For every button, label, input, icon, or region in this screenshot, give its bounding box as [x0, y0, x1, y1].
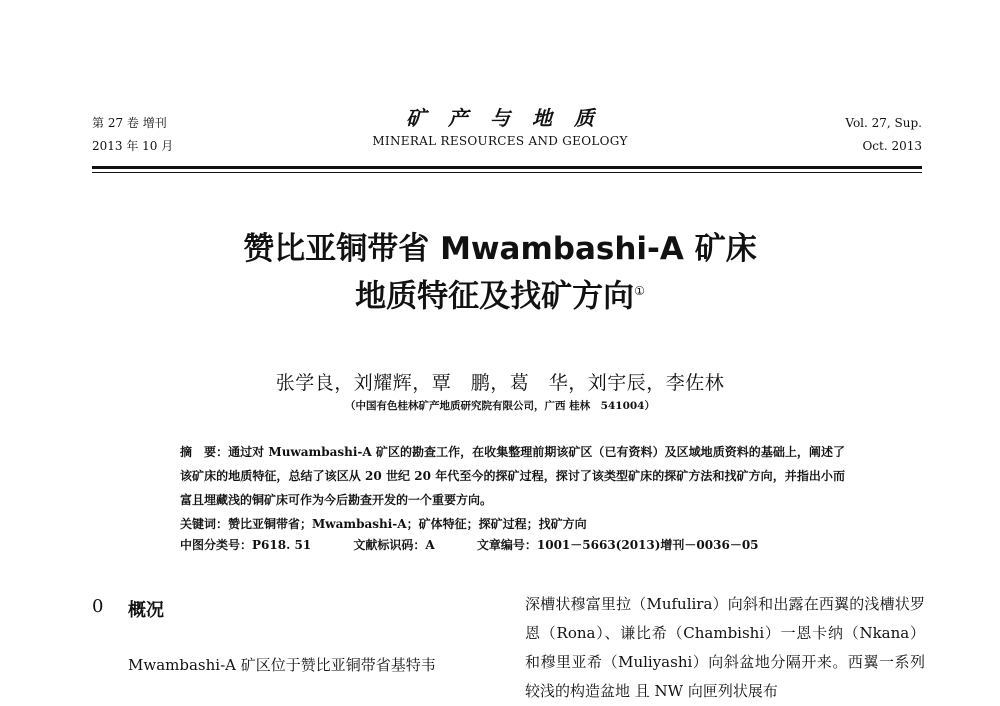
doc-code-label: 文献标识码：: [353, 538, 426, 552]
article-title: [0, 228, 1000, 317]
volume-cn: 第 27 卷 增刊: [92, 116, 167, 130]
footnote-mark: ①: [634, 284, 645, 298]
document-code: [353, 538, 434, 552]
body-left-column: Mwambashi-A 矿区位于赞比亚铜带省基特韦: [128, 656, 436, 674]
title-line-1: 赞比亚铜带省 Mwambashi-A 矿床: [243, 231, 757, 267]
journal-name-en: MINERAL RESOURCES AND GEOLOGY: [372, 134, 628, 148]
title-line-2-text: 地质特征及找矿方向: [355, 278, 635, 315]
header-right: [845, 112, 922, 158]
abstract-label: 摘 要：: [180, 445, 229, 459]
body-right-column: [525, 590, 925, 706]
classification-line: [180, 536, 759, 553]
abstract-block: [180, 440, 845, 536]
section-number: 0: [92, 596, 104, 617]
keywords-text: 赞比亚铜带省；Mwambashi-A；矿体特征；探矿过程；找矿方向: [228, 517, 587, 531]
doc-code-value: A: [425, 538, 435, 552]
header-rule-thick: [92, 166, 922, 169]
keywords-label: 关键词：: [180, 517, 229, 531]
article-number: [477, 538, 759, 552]
header-rule-thin: [92, 172, 922, 173]
clc-label: 中图分类号：: [180, 538, 253, 552]
abstract: [180, 440, 845, 512]
article-no-label: 文章编号：: [476, 538, 537, 552]
title-line-2: [0, 270, 1000, 317]
abstract-text: 通过对 Muwambashi-A 矿区的勘查工作，在收集整理前期该矿区（已有资料）及区域地质资料的基础上，阐述了该矿床的地质特征，总结了该区从 20 世纪 20 年代至今的探矿过程，探讨了该类型矿床的探矿方法和找矿方向，并指出小而富且埋藏浅的铜矿床可作为今后勘查开发的一个重要方向。: [180, 445, 845, 507]
article-no-value: 1001－5663(2013)增刊－0036－05: [536, 538, 759, 552]
affiliation: （中国有色桂林矿产地质研究院有限公司，广西 桂林 541004）: [345, 400, 655, 412]
journal-name-cn: 矿产与地质: [406, 106, 616, 130]
clc-code: [180, 538, 311, 552]
date-cn: 2013 年 10 月: [92, 139, 174, 153]
section-title: 概况: [128, 600, 164, 621]
keywords: [180, 512, 845, 536]
volume-en: Vol. 27, Sup.: [845, 116, 922, 130]
body-paragraph: 深槽状穆富里拉（Mufulira）向斜和出露在西翼的浅槽状罗恩（Rona）、谦比希（Chambishi）一恩卡纳（Nkana）和穆里亚希（Muliyashi）向斜盆地分隔开来。西翼一系列较浅的构造盆地 且 NW 向匣列状展布: [525, 595, 925, 700]
author-list: 张学良，刘耀辉，覃 鹏，葛 华，刘宇辰，李佐林: [275, 372, 725, 394]
clc-value: P618. 51: [252, 538, 312, 552]
date-en: Oct. 2013: [862, 139, 922, 153]
